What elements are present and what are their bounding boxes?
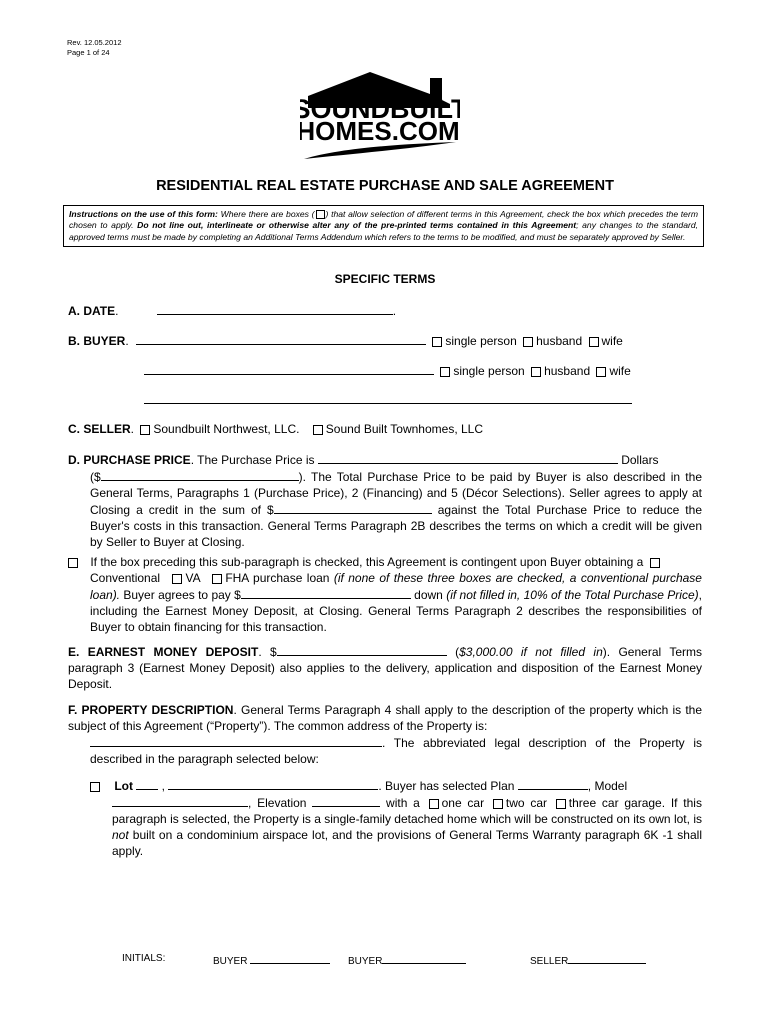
with-label: with a <box>386 796 420 810</box>
lot-label: Lot <box>114 779 133 793</box>
dollars-label: Dollars <box>621 453 659 467</box>
buyer-name-field-1[interactable] <box>136 332 426 345</box>
buyer2-label: BUYER <box>348 956 383 967</box>
husband-label: husband <box>536 334 583 348</box>
property-text2: . The abbreviated legal description of the Property is described in the paragraph selected below: <box>90 736 702 766</box>
three-car-label: three car garage. If this paragraph is selected, the Property is a single-family detached home which will be constructed on its own lot, is <box>112 796 702 826</box>
financing-section <box>68 554 702 635</box>
lot-number-field[interactable] <box>136 777 158 790</box>
purchase-price-label: D. PURCHASE PRICE <box>68 453 191 467</box>
earnest-money-field[interactable] <box>277 643 447 656</box>
va-label: VA <box>185 571 200 585</box>
husband-checkbox-1[interactable] <box>523 337 533 347</box>
elevation-field[interactable] <box>312 794 380 807</box>
fha-checkbox[interactable] <box>212 574 222 584</box>
logo-line2: HOMES.COM <box>300 116 460 146</box>
property-description-section <box>68 702 702 767</box>
purchase-price-text1: . The Purchase Price is <box>190 453 315 467</box>
buyer-row-2 <box>144 362 704 379</box>
va-checkbox[interactable] <box>172 574 182 584</box>
down-payment-field[interactable] <box>241 586 411 599</box>
property-description-label: F. PROPERTY DESCRIPTION <box>68 703 234 717</box>
property-address-field[interactable] <box>90 734 382 747</box>
elevation-label: , Elevation <box>248 796 307 810</box>
plan-field[interactable] <box>518 777 588 790</box>
two-car-label: two car <box>505 796 547 810</box>
wife-checkbox-2[interactable] <box>596 367 606 377</box>
earnest-money-label: E. EARNEST MONEY DEPOSIT <box>68 645 259 659</box>
soundbuilt-nw-checkbox[interactable] <box>140 425 150 435</box>
purchase-price-amount-field[interactable] <box>101 468 299 481</box>
lot-subdivision-field[interactable] <box>168 777 378 790</box>
financing-text2: Buyer agrees to pay $ <box>120 588 241 602</box>
buyer-name-field-2[interactable] <box>144 362 434 375</box>
lot-section: Lot , . Buyer has selected Plan , Model , Elevation with a one car two car three car garage. If this paragraph is selected, the Property is a single-family detached home which will be constructed on its own lot, is not built on a condominium airspace lot, and the provisions of General Terms Warranty paragraph 6K -1 shall apply. <box>90 777 702 859</box>
wife-checkbox-1[interactable] <box>589 337 599 347</box>
seller-initials-label: SELLER <box>530 956 569 967</box>
financing-italic2: (if not filled in, 10% of the Total Purchase Price) <box>446 588 699 602</box>
earnest-text1: . $ <box>258 645 277 659</box>
one-car-checkbox[interactable] <box>429 799 439 809</box>
revision-info <box>67 38 122 58</box>
townhomes-checkbox[interactable] <box>313 425 323 435</box>
two-car-checkbox[interactable] <box>493 799 503 809</box>
earnest-money-section: E. EARNEST MONEY DEPOSIT. $ ($3,000.00 if not filled in). General Terms paragraph 3 (Earnest Money Deposit) also applies to the delivery, application and disposition of the Earnest Money Deposit. <box>68 645 702 691</box>
buyer2-initials-field[interactable] <box>382 953 466 964</box>
buyer1-initials-field[interactable] <box>250 953 330 964</box>
purchase-price-text3: ). The Total Purchase Price to be paid by Buyer is also described in the General Terms, Paragraphs 1 (Purchase Price), 2 (Financing) and 5 (Décor Selections). Seller agrees to apply at Closing a credit in the sum of $ <box>90 470 702 517</box>
instructions-bold: Do not line out, interlineate or otherwise alter any of the pre-printed terms contained in this Agreement <box>137 220 577 231</box>
single-person-checkbox-2[interactable] <box>440 367 450 377</box>
date-row: A. DATE. . <box>68 304 397 318</box>
closing-credit-field[interactable] <box>274 501 432 514</box>
conventional-label: Conventional <box>90 571 161 585</box>
lot-text2: built on a condominium airspace lot, and the provisions of General Terms Warranty paragraph 6K -1 shall apply. <box>112 828 702 858</box>
single-person-label: single person <box>445 334 517 348</box>
instructions-text3: ; any changes to the standard, approved terms must be made by completing an Additional Terms Addendum which refers to the terms to be modified, and must be separately approved by Seller. <box>69 220 698 242</box>
revision-date: Rev. 12.05.2012 <box>67 38 122 47</box>
instructions-lead: Instructions on the use of this form: <box>69 209 218 219</box>
instructions-text2: ) that allow selection of different terms in this Agreement, check the box which precedes the term chosen to apply. <box>69 209 698 231</box>
single-person-checkbox-1[interactable] <box>432 337 442 347</box>
single-person-label: single person <box>453 364 525 378</box>
earnest-text2: ). General Terms paragraph 3 (Earnest Money Deposit) also applies to the delivery, application and disposition of the Earnest Money Deposit. <box>68 645 702 691</box>
model-label: , Model <box>587 779 628 793</box>
husband-checkbox-2[interactable] <box>531 367 541 377</box>
fha-label: FHA purchase loan <box>225 571 330 585</box>
property-text1: . General Terms Paragraph 4 shall apply to the description of the property which is the subject of this Agreement (“Property”). The common address of the Property is: <box>68 703 702 733</box>
buyer2-initials <box>348 953 466 967</box>
wife-label: wife <box>609 364 631 378</box>
husband-label: husband <box>544 364 591 378</box>
financing-italic1: (if none of these three boxes are checked, a conventional purchase loan). <box>90 571 702 602</box>
seller-initials <box>530 953 646 967</box>
lot-not: not <box>112 828 129 842</box>
logo-line1: SOUNDBUILT <box>300 94 460 124</box>
document-title: RESIDENTIAL REAL ESTATE PURCHASE AND SALE AGREEMENT <box>156 178 614 194</box>
page-number: Page 1 of 24 <box>67 48 110 57</box>
purchase-price-text2: ($ <box>90 470 101 484</box>
financing-text3: down <box>410 588 447 602</box>
wife-label: wife <box>601 334 623 348</box>
conventional-checkbox[interactable] <box>650 558 660 568</box>
lot-checkbox[interactable] <box>90 782 100 792</box>
date-label: A. DATE <box>68 304 116 318</box>
purchase-price-words-field[interactable] <box>318 451 618 464</box>
specific-terms-heading: SPECIFIC TERMS <box>334 272 436 286</box>
buyer-label: B. BUYER <box>68 334 126 348</box>
seller-initials-field[interactable] <box>568 953 646 964</box>
purchase-price-text4: against the Total Purchase Price to reduce the Buyer's costs in this transaction. General Terms Paragraph 2B describes the terms on which a credit will be given by Seller to Buyer at Closing. <box>90 503 702 549</box>
seller-label: C. SELLER <box>68 422 131 436</box>
financing-text1: If the box preceding this sub-paragraph is checked, this Agreement is contingent upon Buyer obtaining a <box>90 555 644 569</box>
soundbuilt-logo <box>300 64 460 164</box>
one-car-label: one car <box>441 796 485 810</box>
buyer1-initials <box>213 953 330 967</box>
seller-row: C. SELLER. Soundbuilt Northwest, LLC. Sound Built Townhomes, LLC <box>68 422 484 436</box>
three-car-checkbox[interactable] <box>556 799 566 809</box>
financing-text4: , including the Earnest Money Deposit, at Closing. General Terms Paragraph 2 describes the responsibilities of Buyer to obtain financing for this transaction. <box>90 588 702 634</box>
checkbox-icon <box>316 210 325 219</box>
purchase-price-section <box>68 451 702 550</box>
seller-opt2-label: Sound Built Townhomes, LLC <box>325 422 484 436</box>
instructions-text1: Where there are boxes ( <box>217 209 315 219</box>
lot-text1: . Buyer has selected Plan <box>378 779 515 793</box>
buyer-row-1: B. BUYER. single person husband wife <box>68 334 623 348</box>
instructions-box <box>63 205 704 247</box>
buyer-extra-field[interactable] <box>144 403 632 404</box>
initials-label: INITIALS: <box>122 953 166 964</box>
date-field[interactable] <box>157 302 393 315</box>
house-logo-icon <box>300 64 460 164</box>
financing-contingency-checkbox[interactable] <box>68 558 78 568</box>
earnest-italic: $3,000.00 if not filled in <box>459 645 603 659</box>
buyer1-label: BUYER <box>213 956 248 967</box>
model-field[interactable] <box>112 794 248 807</box>
seller-opt1-label: Soundbuilt Northwest, LLC. <box>153 422 300 436</box>
